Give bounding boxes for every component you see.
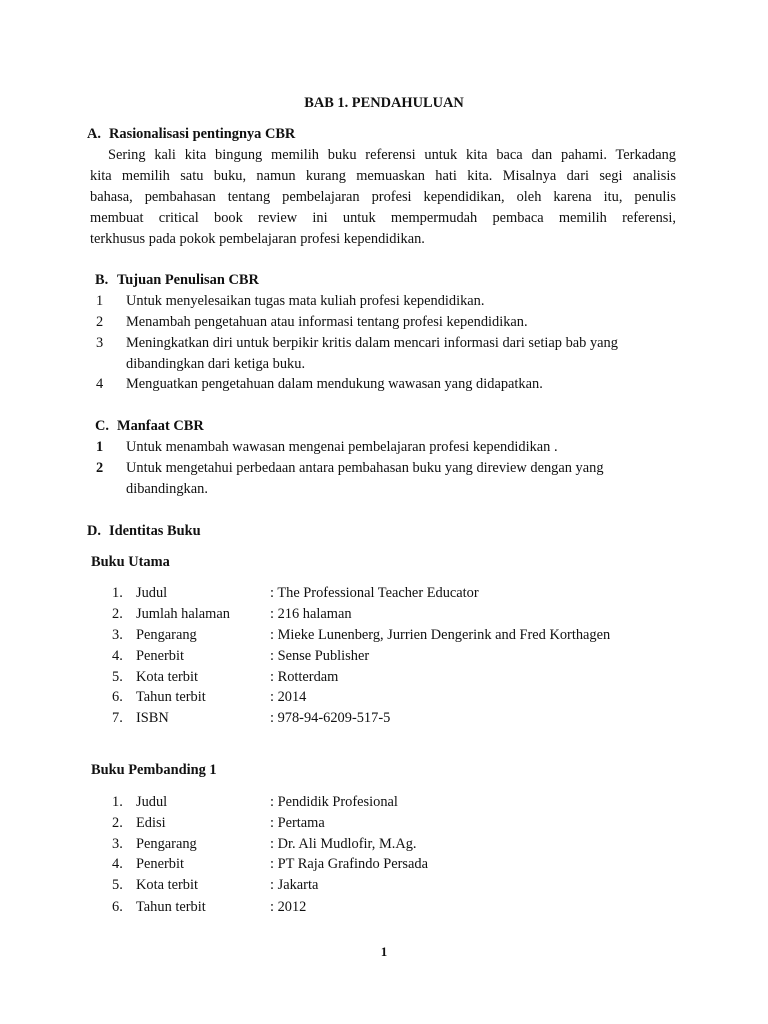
section-a-heading: Rasionalisasi pentingnya CBR <box>109 126 296 142</box>
row-value: : Mieke Lunenberg, Jurrien Dengerink and Fred Korthagen <box>270 627 611 643</box>
chapter-title: BAB 1. PENDAHULUAN <box>304 95 464 111</box>
row-label: Edisi <box>136 815 166 831</box>
row-number: 1. <box>112 794 123 810</box>
row-number: 2. <box>112 606 123 622</box>
section-a-marker: A. <box>87 126 101 142</box>
list-item-number: 1 <box>96 293 104 309</box>
paragraph-line: membuat critical book review ini untuk mempermudah pembaca memilih referensi, <box>90 210 676 226</box>
paragraph-line: terkhusus pada pokok pembelajaran profesi kependidikan. <box>90 231 425 247</box>
row-value: : Jakarta <box>270 877 319 893</box>
row-value: : Pendidik Profesional <box>270 794 398 810</box>
main-book-title: Buku Utama <box>91 554 170 570</box>
row-label: Pengarang <box>136 627 197 643</box>
row-label: Penerbit <box>136 856 184 872</box>
paragraph-line: Sering kali kita bingung memilih buku referensi untuk kita baca dan pahami. Terkadang <box>108 147 676 163</box>
list-item-number: 3 <box>96 335 104 351</box>
row-number: 1. <box>112 585 123 601</box>
list-item-text: Menambah pengetahuan atau informasi tentang profesi kependidikan. <box>126 314 528 330</box>
row-label: ISBN <box>136 710 169 726</box>
comparison-book-title: Buku Pembanding 1 <box>91 762 217 778</box>
list-item-number: 2 <box>96 460 104 476</box>
row-label: Kota terbit <box>136 877 198 893</box>
row-label: Penerbit <box>136 648 184 664</box>
row-value: : 978-94-6209-517-5 <box>270 710 391 726</box>
list-item-text: Untuk mengetahui perbedaan antara pembahasan buku yang direview dengan yang <box>126 460 604 476</box>
section-b-marker: B. <box>95 272 109 288</box>
list-item-text: Untuk menambah wawasan mengenai pembelajaran profesi kependidikan . <box>126 439 558 455</box>
list-item-text-continued: dibandingkan. <box>126 481 208 497</box>
paragraph-line: bahasa, pembahasan tentang pembelajaran profesi kependidikan, oleh karena itu, penulis <box>90 189 676 205</box>
section-d-heading: Identitas Buku <box>109 523 201 539</box>
row-number: 2. <box>112 815 123 831</box>
row-number: 5. <box>112 877 123 893</box>
section-c-heading: Manfaat CBR <box>117 418 204 434</box>
row-value: : Pertama <box>270 815 325 831</box>
section-d-marker: D. <box>87 523 101 539</box>
list-item-text: Menguatkan pengetahuan dalam mendukung wawasan yang didapatkan. <box>126 376 543 392</box>
section-c-marker: C. <box>95 418 109 434</box>
page-number: 1 <box>380 944 388 959</box>
list-item-number: 4 <box>96 376 104 392</box>
row-value: : 216 halaman <box>270 606 352 622</box>
list-item-text: Meningkatkan diri untuk berpikir kritis dalam mencari informasi dari setiap bab yang <box>126 335 618 351</box>
section-b-heading: Tujuan Penulisan CBR <box>117 272 259 288</box>
row-number: 6. <box>112 899 123 915</box>
row-value: : 2012 <box>270 899 307 915</box>
row-number: 7. <box>112 710 123 726</box>
row-number: 4. <box>112 856 123 872</box>
list-item-number: 1 <box>96 439 104 455</box>
row-number: 3. <box>112 836 123 852</box>
row-number: 4. <box>112 648 123 664</box>
row-value: : Rotterdam <box>270 669 339 685</box>
row-label: Jumlah halaman <box>136 606 230 622</box>
paragraph-line: kita memilih satu buku, namun kurang memuaskan hati kita. Misalnya dari segi analisis <box>90 168 676 184</box>
list-item-text-continued: dibandingkan dari ketiga buku. <box>126 356 306 372</box>
row-label: Judul <box>136 585 168 601</box>
row-value: : Dr. Ali Mudlofir, M.Ag. <box>270 836 417 852</box>
row-value: : PT Raja Grafindo Persada <box>270 856 428 872</box>
row-number: 5. <box>112 669 123 685</box>
row-label: Tahun terbit <box>136 899 206 915</box>
row-value: : Sense Publisher <box>270 648 370 664</box>
list-item-text: Untuk menyelesaikan tugas mata kuliah profesi kependidikan. <box>126 293 485 309</box>
row-label: Kota terbit <box>136 669 198 685</box>
list-item-number: 2 <box>96 314 104 330</box>
row-label: Tahun terbit <box>136 689 206 705</box>
row-number: 6. <box>112 689 123 705</box>
row-label: Judul <box>136 794 168 810</box>
row-value: : The Professional Teacher Educator <box>270 585 479 601</box>
section-a-paragraph <box>90 145 676 250</box>
row-number: 3. <box>112 627 123 643</box>
row-value: : 2014 <box>270 689 307 705</box>
row-label: Pengarang <box>136 836 197 852</box>
